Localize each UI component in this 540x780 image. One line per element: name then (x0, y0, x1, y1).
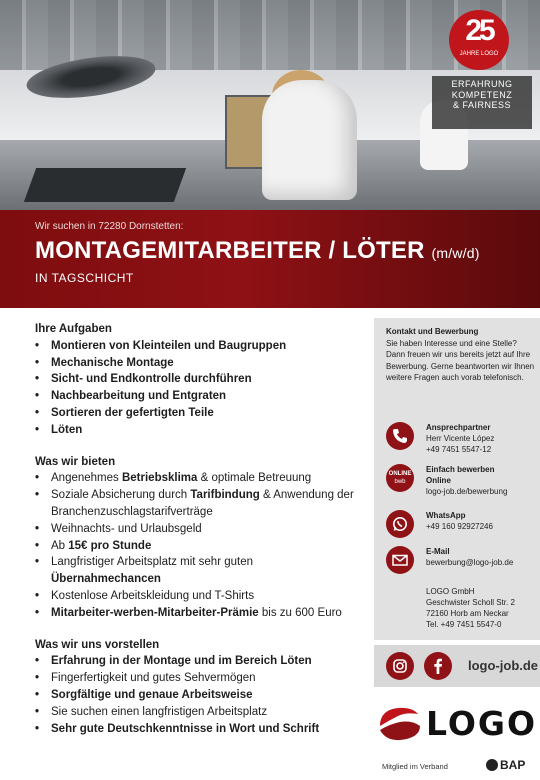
section-heading: Was wir bieten (35, 455, 116, 468)
main-content (35, 321, 355, 752)
company-address (386, 586, 536, 632)
claim-line: & FAIRNESS (452, 100, 511, 110)
social-bar (374, 645, 540, 687)
contact-heading: Kontakt und Bewerbung (386, 327, 479, 336)
list-item: • Nachbearbeitung und Entgraten (35, 388, 355, 405)
item-text: Langfristiger Arbeitsplatz mit sehr guten (51, 556, 253, 569)
online-badge-bottom: bwb (394, 479, 406, 485)
hero-photo (0, 0, 540, 210)
online-text (426, 464, 538, 497)
online-label: Einfach bewerben (426, 465, 495, 474)
list-item: • Sie suchen einen langfristigen Arbeitsplatz (35, 704, 355, 721)
list-item: • Erfahrung in der Montage und im Bereich Löten (35, 653, 355, 670)
logo-wordmark: LOGO (426, 704, 538, 743)
item-text: Ab (51, 539, 69, 552)
email-text (426, 546, 538, 568)
address-line: Tel. +49 7451 5547-0 (426, 620, 502, 629)
item-highlight: Betriebsklima (121, 472, 198, 485)
badge-sub: JAHRE LOGO (459, 51, 499, 57)
item-highlight: Tarifbindung (190, 489, 260, 502)
item-text: Angenehmes (51, 472, 122, 485)
list-item (35, 554, 355, 588)
item-text: bis zu 600 Euro (258, 606, 342, 619)
list-item (35, 521, 355, 538)
section-vorstellen (35, 637, 355, 738)
contact-phone[interactable] (386, 422, 536, 456)
list-item: • Fingerfertigkeit und gutes Sehvermögen (35, 670, 355, 687)
badge-number: 25 (465, 14, 493, 47)
item-highlight: Übernahmechancen (51, 573, 161, 586)
component-tray (24, 168, 186, 202)
contact-name: Herr Vicente López (426, 434, 495, 443)
item-text: Weihnachts- und Urlaubsgeld (51, 522, 202, 535)
claim-line: ERFAHRUNG (451, 79, 513, 89)
online-line2: Online (426, 476, 451, 485)
item-text: & optimale Betreuung (197, 472, 312, 485)
bap-logo (486, 758, 525, 772)
item-text: & Anwendung der Branchenzuschlagstarifverträge (51, 489, 354, 518)
phone-text (426, 422, 538, 455)
phone-label: Ansprechpartner (426, 423, 491, 432)
claim-box (432, 76, 532, 129)
phone-icon (386, 422, 414, 450)
email-address[interactable]: bewerbung@logo-job.de (426, 558, 514, 567)
location-intro: Wir suchen in 72280 Dornstetten: (35, 221, 184, 232)
online-url[interactable]: logo-job.de/bewerbung (426, 487, 508, 496)
gender-note: (m/w/d) (431, 245, 480, 261)
list-item: • Löten (35, 422, 355, 439)
title-band (0, 210, 540, 308)
list-item: • Sortieren der gefertigten Teile (35, 405, 355, 422)
mail-icon (386, 546, 414, 574)
whatsapp-icon (386, 510, 414, 538)
bap-dot-icon (486, 759, 498, 771)
contact-sidebar (374, 318, 540, 640)
website-link[interactable]: logo-job.de (468, 658, 539, 673)
list-item: • Mechanische Montage (35, 355, 355, 372)
company-logo (376, 702, 536, 746)
instagram-icon[interactable] (386, 652, 414, 680)
facebook-icon[interactable] (424, 652, 452, 680)
section-aufgaben (35, 321, 355, 439)
online-badge-top: ONLINE (388, 471, 412, 477)
list-item: • Sehr gute Deutschkenntnisse in Wort und Schrift (35, 721, 355, 738)
address-line: Geschwister Scholl Str. 2 (426, 598, 515, 607)
contact-online[interactable] (386, 464, 536, 500)
item-highlight: 15€ pro Stunde (68, 539, 152, 552)
claim-line: KOMPETENZ (451, 89, 513, 100)
contact-text: Sie haben Interesse und eine Stelle? Dann freuen wir uns bereits jetzt auf Ihre Bewerbung. Gerne beantworten wir Ihnen weitere Fragen auch vorab telefonisch. (386, 338, 535, 383)
online-icon (386, 464, 414, 492)
bap-text: BAP (500, 758, 526, 772)
shift-info: IN TAGSCHICHT (35, 271, 134, 285)
contact-email[interactable] (386, 546, 536, 576)
list-item (35, 605, 355, 622)
phone-number: +49 7451 5547-12 (426, 445, 492, 454)
section-bieten (35, 454, 355, 622)
section-heading: Ihre Aufgaben (35, 323, 112, 335)
job-title (35, 237, 480, 265)
whatsapp-text (426, 510, 538, 532)
list-item: • Montieren von Kleinteilen und Baugruppen (35, 338, 355, 355)
whatsapp-number: +49 160 92927246 (426, 522, 493, 531)
contact-intro (386, 326, 536, 384)
address-line: 72160 Horb am Neckar (426, 609, 509, 618)
list-item (35, 588, 355, 605)
section-heading: Was wir uns vorstellen (35, 638, 160, 651)
item-text: Kostenlose Arbeitskleidung und T-Shirts (51, 589, 255, 602)
membership-note: Mitglied im Verband (382, 762, 448, 771)
address-block (426, 586, 538, 630)
email-label: E-Mail (426, 547, 450, 556)
whatsapp-label: WhatsApp (426, 511, 466, 520)
anniversary-badge (449, 10, 509, 70)
item-text: Soziale Absicherung durch (51, 489, 191, 502)
item-highlight: Mitarbeiter-werben-Mitarbeiter-Prämie (51, 606, 259, 619)
list-item (35, 538, 355, 555)
list-item (35, 487, 355, 521)
contact-whatsapp[interactable] (386, 510, 536, 540)
address-line: LOGO GmbH (426, 587, 475, 596)
worker-figure (262, 80, 357, 200)
logo-mark-icon (376, 704, 422, 744)
list-item: • Sicht- und Endkontrolle durchführen (35, 371, 355, 388)
job-title-text: MONTAGEMITARBEITER / LÖTER (35, 237, 425, 264)
list-item (35, 470, 355, 487)
list-item: • Sorgfältige und genaue Arbeitsweise (35, 687, 355, 704)
